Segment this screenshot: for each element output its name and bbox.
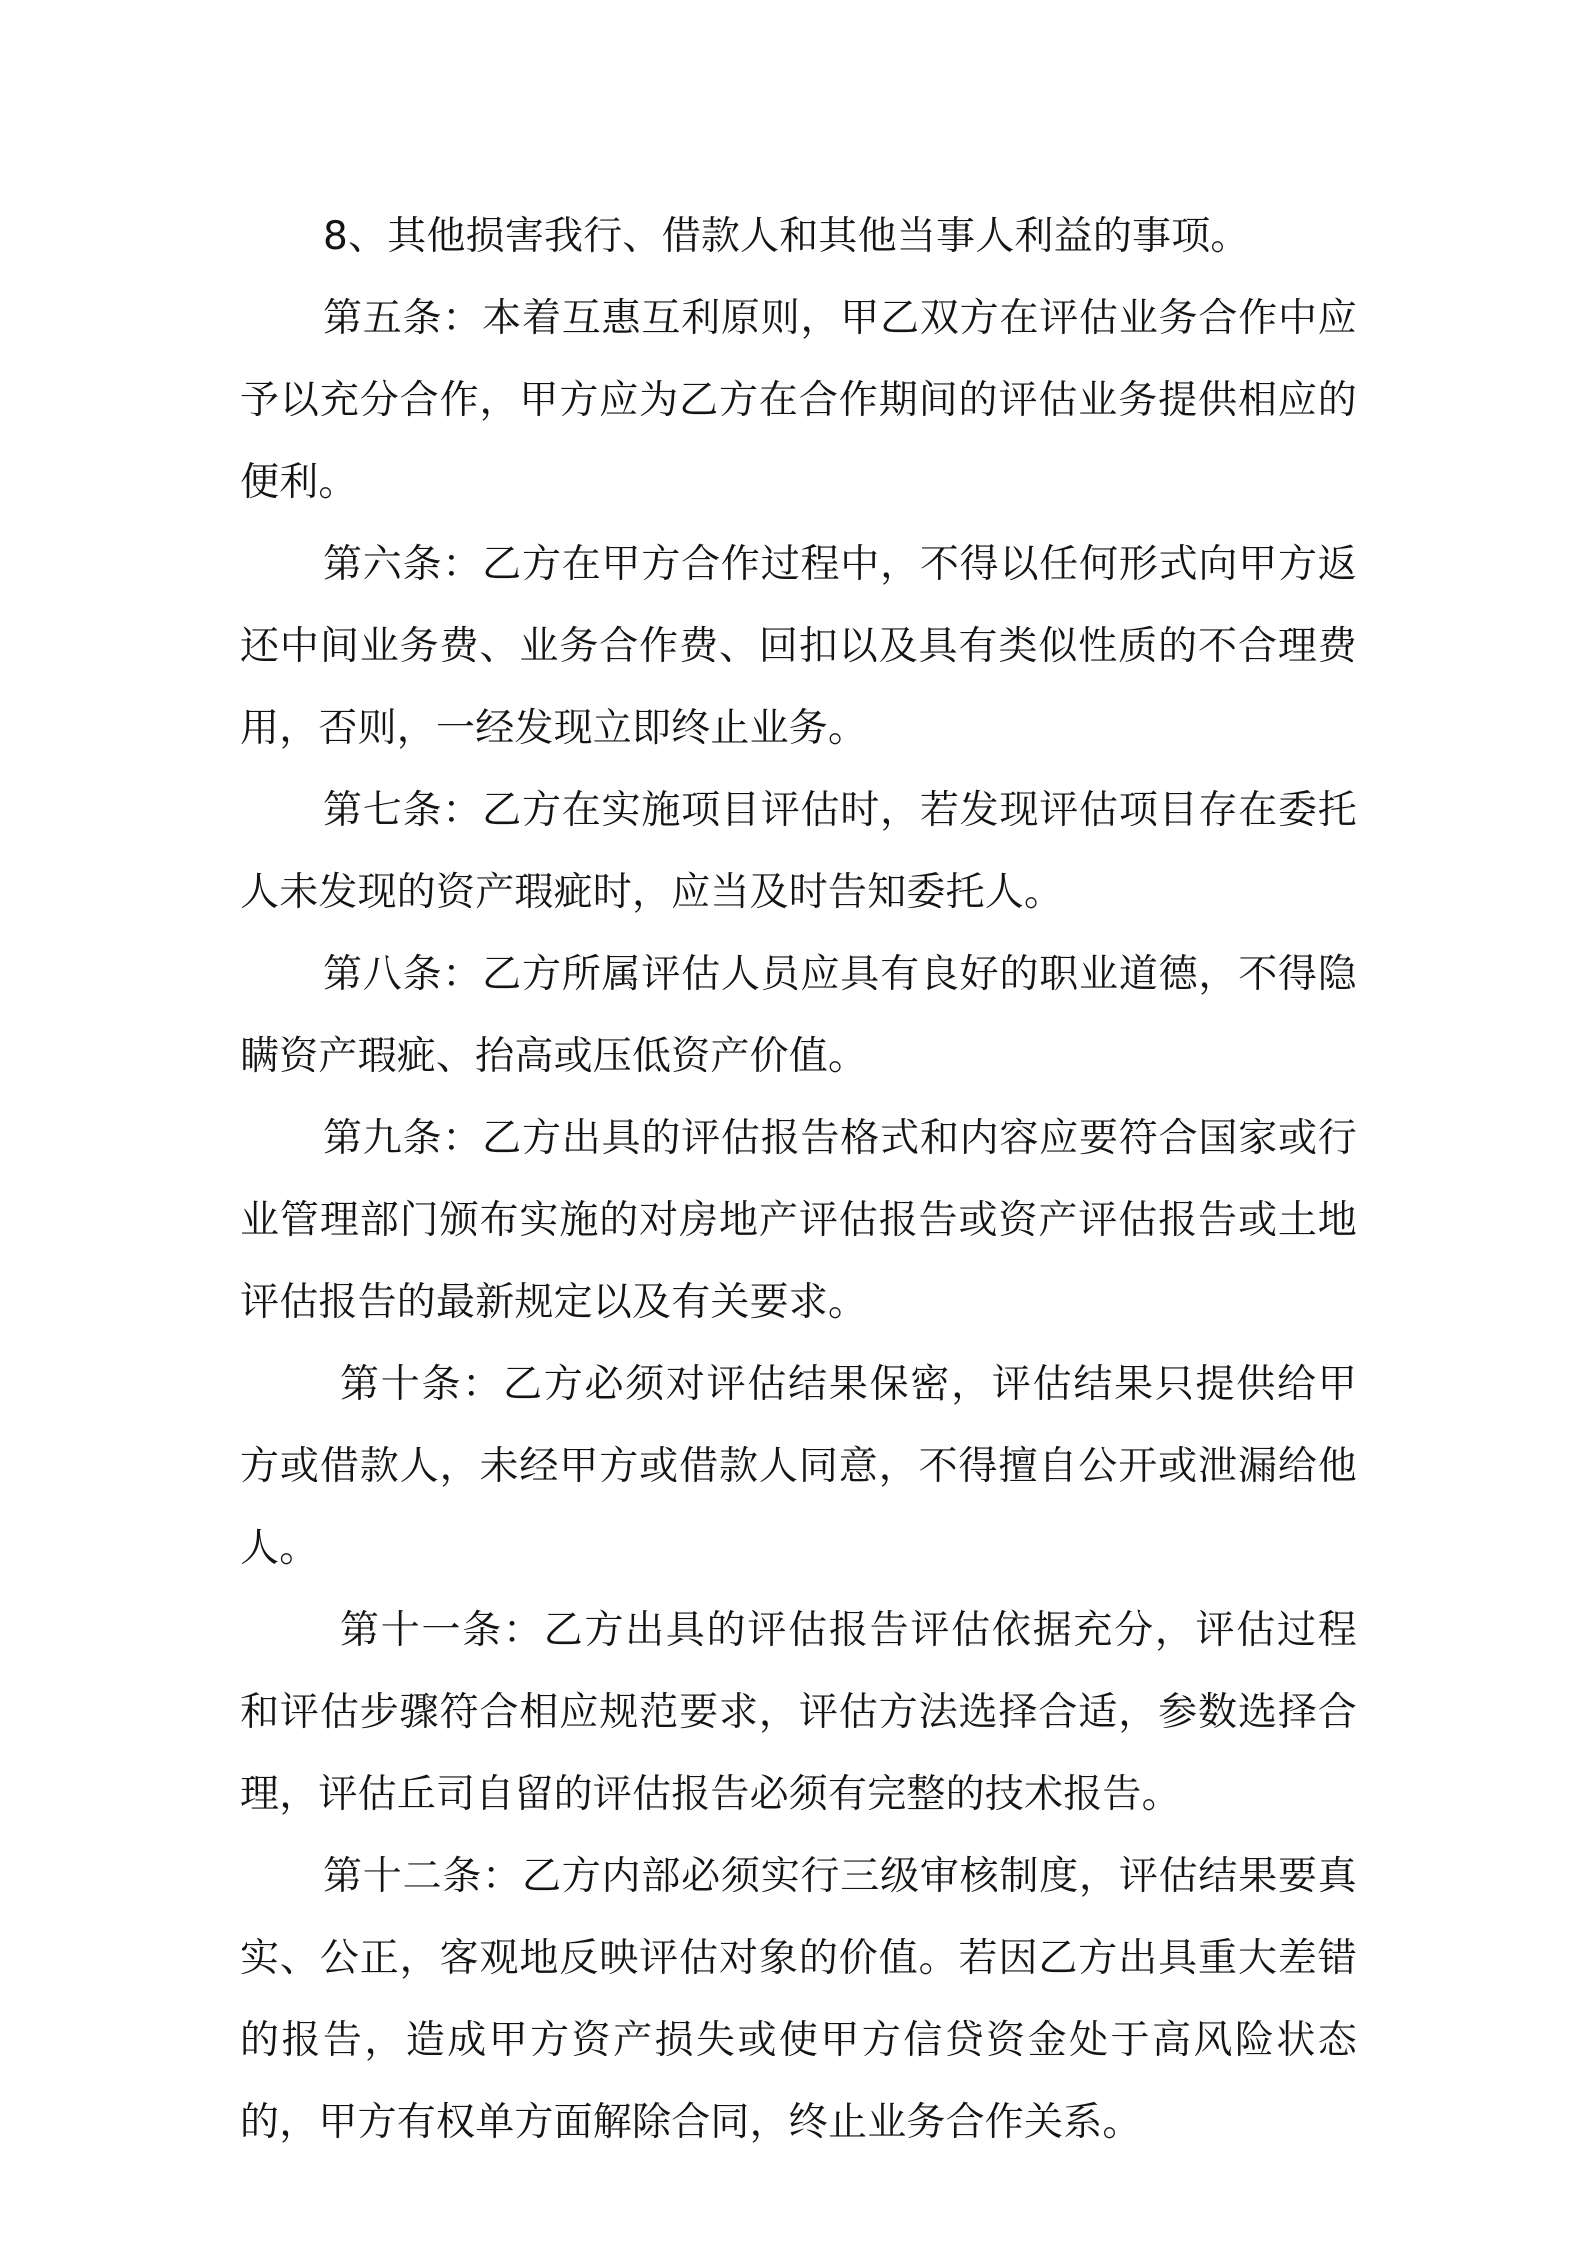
paragraph-article-6: 第六条：乙方在甲方合作过程中，不得以任何形式向甲方返还中间业务费、业务合作费、回扣以及具有类似性质的不合理费用，否则，一经发现立即终止业务。 (240, 542, 1357, 751)
paragraph-article-12: 第十二条：乙方内部必须实行三级审核制度，评估结果要真实、公正，客观地反映评估对象的价值。若因乙方出具重大差错的报告，造成甲方资产损失或使甲方信贷资金处于高风险状态的，甲方有权单方面解除合同，终止业务合作关系。 (240, 1854, 1357, 2145)
paragraph-article-5: 第五条：本着互惠互利原则，甲乙双方在评估业务合作中应予以充分合作，甲方应为乙方在合作期间的评估业务提供相应的便利。 (240, 296, 1357, 505)
paragraph-article-10: 第十条：乙方必须对评估结果保密，评估结果只提供给甲方或借款人，未经甲方或借款人同意，不得擅自公开或泄漏给他人。 (240, 1362, 1357, 1571)
paragraph-article-8: 第八条：乙方所属评估人员应具有良好的职业道德，不得隐瞒资产瑕疵、抬高或压低资产价值。 (240, 952, 1357, 1079)
paragraph-article-7: 第七条：乙方在实施项目评估时，若发现评估项目存在委托人未发现的资产瑕疵时，应当及时告知委托人。 (240, 788, 1357, 915)
paragraph-article-9: 第九条：乙方出具的评估报告格式和内容应要符合国家或行业管理部门颁布实施的对房地产评估报告或资产评估报告或土地评估报告的最新规定以及有关要求。 (240, 1116, 1357, 1325)
paragraph-item-8: 8、其他损害我行、借款人和其他当事人利益的事项。 (323, 214, 1250, 259)
paragraph-article-11: 第十一条：乙方出具的评估报告评估依据充分，评估过程和评估步骤符合相应规范要求，评估方法选择合适，参数选择合理，评估丘司自留的评估报告必须有完整的技术报告。 (240, 1608, 1357, 1817)
document-body (240, 196, 1357, 2164)
